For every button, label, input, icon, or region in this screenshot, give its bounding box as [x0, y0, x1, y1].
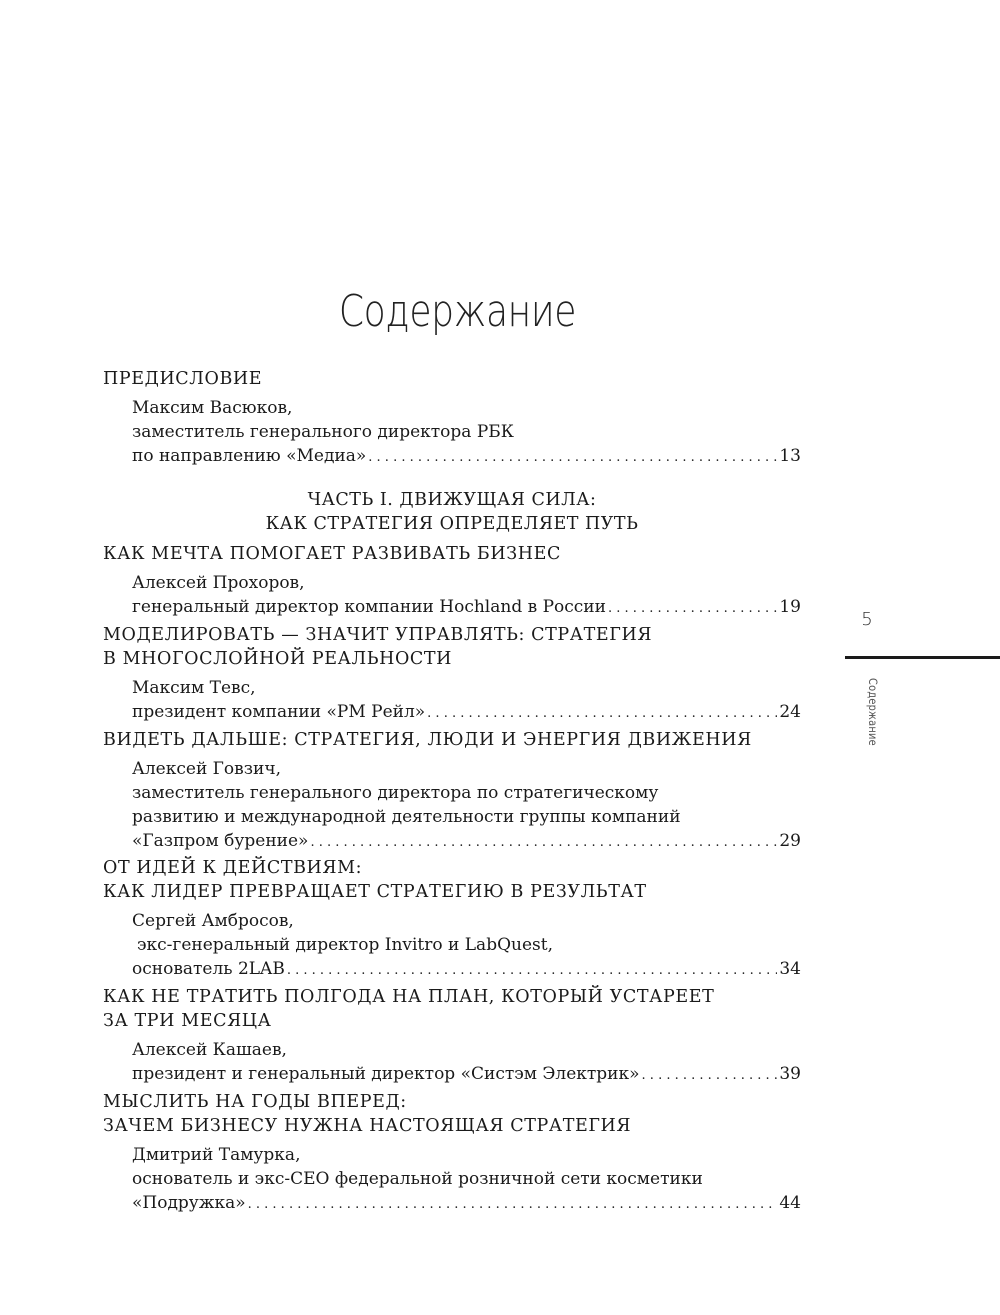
toc-heading-ch5-cont[interactable]: ЗА ТРИ МЕСЯЦА [103, 1011, 272, 1031]
toc-author-role: генеральный директор компании Hochland в России [132, 597, 606, 617]
toc-author-role: основатель 2LAB [132, 959, 285, 979]
toc-heading-ch6-cont[interactable]: ЗАЧЕМ БИЗНЕСУ НУЖНА НАСТОЯЩАЯ СТРАТЕГИЯ [103, 1116, 632, 1136]
toc-author-role: развитию и международной деятельности группы компаний [132, 807, 681, 827]
toc-heading-ch4-cont[interactable]: КАК ЛИДЕР ПРЕВРАЩАЕТ СТРАТЕГИЮ В РЕЗУЛЬТАТ [103, 882, 647, 902]
part-title-line-1: ЧАСТЬ I. ДВИЖУЩАЯ СИЛА: [307, 490, 597, 510]
toc-heading-foreword[interactable]: ПРЕДИСЛОВИЕ [103, 369, 263, 389]
toc-page-number: 39 [779, 1064, 801, 1084]
toc-entry-foreword[interactable] [103, 444, 801, 468]
toc-page-number: 13 [779, 446, 801, 466]
toc-author: Максим Тевс, [132, 678, 256, 698]
toc-author-role: президент компании «РМ Рейл» [132, 702, 426, 722]
toc-author: Максим Васюков, [132, 398, 293, 418]
toc-author-role: по направлению «Медиа» [132, 446, 367, 466]
toc-heading-ch1[interactable]: КАК МЕЧТА ПОМОГАЕТ РАЗВИВАТЬ БИЗНЕС [103, 544, 561, 564]
margin-rule [845, 656, 1000, 659]
toc-heading-ch5[interactable]: КАК НЕ ТРАТИТЬ ПОЛГОДА НА ПЛАН, КОТОРЫЙ УСТАРЕЕТ [103, 987, 715, 1007]
toc-author-role: президент и генеральный директор «Систэм Электрик» [132, 1064, 640, 1084]
toc-entry-ch4[interactable] [103, 957, 801, 981]
toc-author: Дмитрий Тамурка, [132, 1145, 301, 1165]
toc-author-role: заместитель генерального директора РБК [132, 422, 514, 442]
running-head: Содержание [866, 678, 880, 746]
toc-author-role: заместитель генерального директора по стратегическому [132, 783, 659, 803]
toc-entry-ch5[interactable] [103, 1062, 801, 1086]
toc-page-number: 44 [779, 1193, 801, 1213]
dot-leader [427, 702, 777, 726]
toc-entry-ch1[interactable] [103, 595, 801, 619]
toc-page-number: 34 [779, 959, 801, 979]
toc-entry-ch6[interactable] [103, 1191, 801, 1215]
toc-heading-ch4[interactable]: ОТ ИДЕЙ К ДЕЙСТВИЯМ: [103, 858, 363, 878]
dot-leader [642, 1064, 778, 1088]
toc-author: Алексей Говзич, [132, 759, 281, 779]
toc-heading-ch3[interactable]: ВИДЕТЬ ДАЛЬШЕ: СТРАТЕГИЯ, ЛЮДИ И ЭНЕРГИЯ ДВИЖЕНИЯ [103, 730, 752, 750]
toc-heading-ch2[interactable]: МОДЕЛИРОВАТЬ — ЗНАЧИТ УПРАВЛЯТЬ: СТРАТЕГИЯ [103, 625, 653, 645]
toc-page-number: 19 [779, 597, 801, 617]
toc-page-number: 24 [779, 702, 801, 722]
page-number: 5 [861, 609, 873, 630]
dot-leader [310, 831, 777, 855]
toc-heading-ch6[interactable]: МЫСЛИТЬ НА ГОДЫ ВПЕРЕД: [103, 1092, 407, 1112]
toc-author-role: экс-генеральный директор Invitro и LabQuest, [137, 935, 553, 955]
toc-author: Алексей Кашаев, [132, 1040, 287, 1060]
toc-entry-ch3[interactable] [103, 829, 801, 853]
part-title-line-2: КАК СТРАТЕГИЯ ОПРЕДЕЛЯЕТ ПУТЬ [265, 514, 639, 534]
toc-heading-ch2-cont[interactable]: В МНОГОСЛОЙНОЙ РЕАЛЬНОСТИ [103, 649, 453, 669]
dot-leader [248, 1193, 778, 1217]
toc-author-role: основатель и экс-CEO федеральной розничной сети косметики [132, 1169, 703, 1189]
dot-leader [608, 597, 777, 621]
toc-author: Алексей Прохоров, [132, 573, 305, 593]
dot-leader [368, 446, 777, 470]
toc-author-role: «Подружка» [132, 1193, 246, 1213]
toc-author: Сергей Амбросов, [132, 911, 294, 931]
page-title: Содержание [338, 286, 576, 337]
toc-page-number: 29 [779, 831, 801, 851]
dot-leader [287, 959, 778, 983]
toc-entry-ch2[interactable] [103, 700, 801, 724]
toc-author-role: «Газпром бурение» [132, 831, 309, 851]
